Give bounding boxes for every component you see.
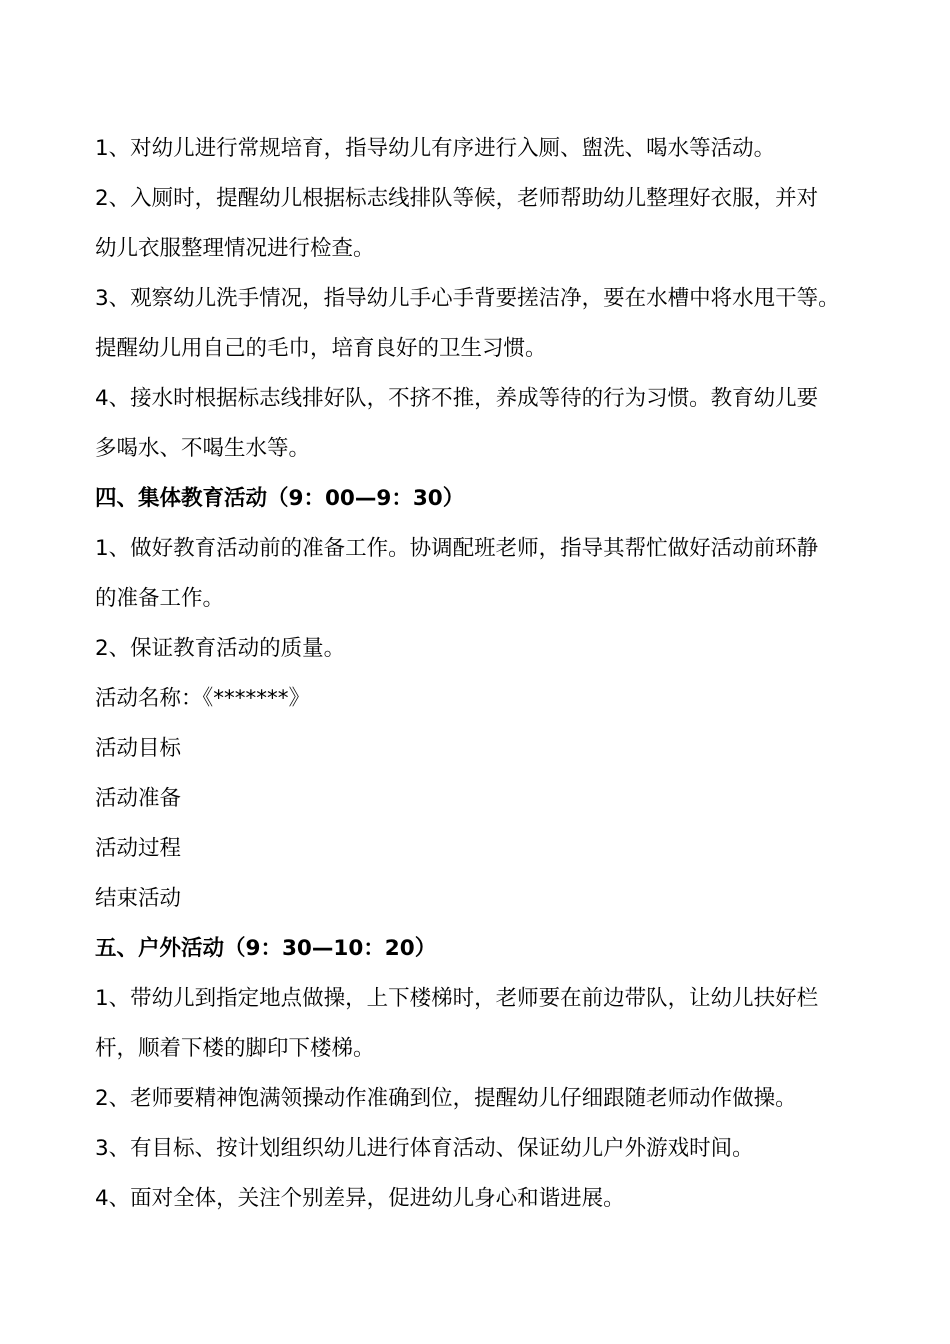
paragraph-line: 3、观察幼儿洗手情况，指导幼儿手心手背要搓洁净，要在水槽中将水甩干等。 [95, 286, 840, 311]
paragraph-line: 幼儿衣服整理情况进行检查。 [95, 236, 375, 261]
activity-goal-line: 活动目标 [95, 736, 182, 761]
paragraph-line: 提醒幼儿用自己的毛巾，培育良好的卫生习惯。 [95, 336, 547, 361]
paragraph-line: 多喝水、不喝生水等。 [95, 436, 311, 461]
paragraph-line: 2、保证教育活动的质量。 [95, 636, 346, 661]
document-page [95, 124, 865, 1224]
paragraph-line: 的准备工作。 [95, 586, 225, 611]
paragraph-line: 2、入厕时，提醒幼儿根据标志线排队等候，老师帮助幼儿整理好衣服，并对 [95, 186, 819, 211]
activity-name-line: 活动名称：《*******》 [95, 686, 311, 711]
activity-prep-line: 活动准备 [95, 786, 182, 811]
paragraph-line: 4、接水时根据标志线排好队，不挤不推，养成等待的行为习惯。教育幼儿要 [95, 386, 819, 411]
activity-process-line: 活动过程 [95, 836, 182, 861]
paragraph-line: 杆，顺着下楼的脚印下楼梯。 [95, 1036, 375, 1061]
paragraph-line: 1、带幼儿到指定地点做操，上下楼梯时，老师要在前边带队，让幼儿扶好栏 [95, 986, 819, 1011]
section-heading: 四、集体教育活动（9：00—9：30） [95, 486, 465, 511]
paragraph-line: 2、老师要精神饱满领操动作准确到位，提醒幼儿仔细跟随老师动作做操。 [95, 1086, 797, 1111]
paragraph-line: 1、对幼儿进行常规培育，指导幼儿有序进行入厕、盥洗、喝水等活动。 [95, 136, 776, 161]
paragraph-line: 1、做好教育活动前的准备工作。协调配班老师，指导其帮忙做好活动前环静 [95, 536, 819, 561]
section-heading: 五、户外活动（9：30—10：20） [95, 936, 437, 961]
paragraph-line: 3、有目标、按计划组织幼儿进行体育活动、保证幼儿户外游戏时间。 [95, 1136, 754, 1161]
paragraph-line: 4、面对全体，关注个别差异，促进幼儿身心和谐进展。 [95, 1186, 625, 1211]
activity-end-line: 结束活动 [95, 886, 182, 911]
